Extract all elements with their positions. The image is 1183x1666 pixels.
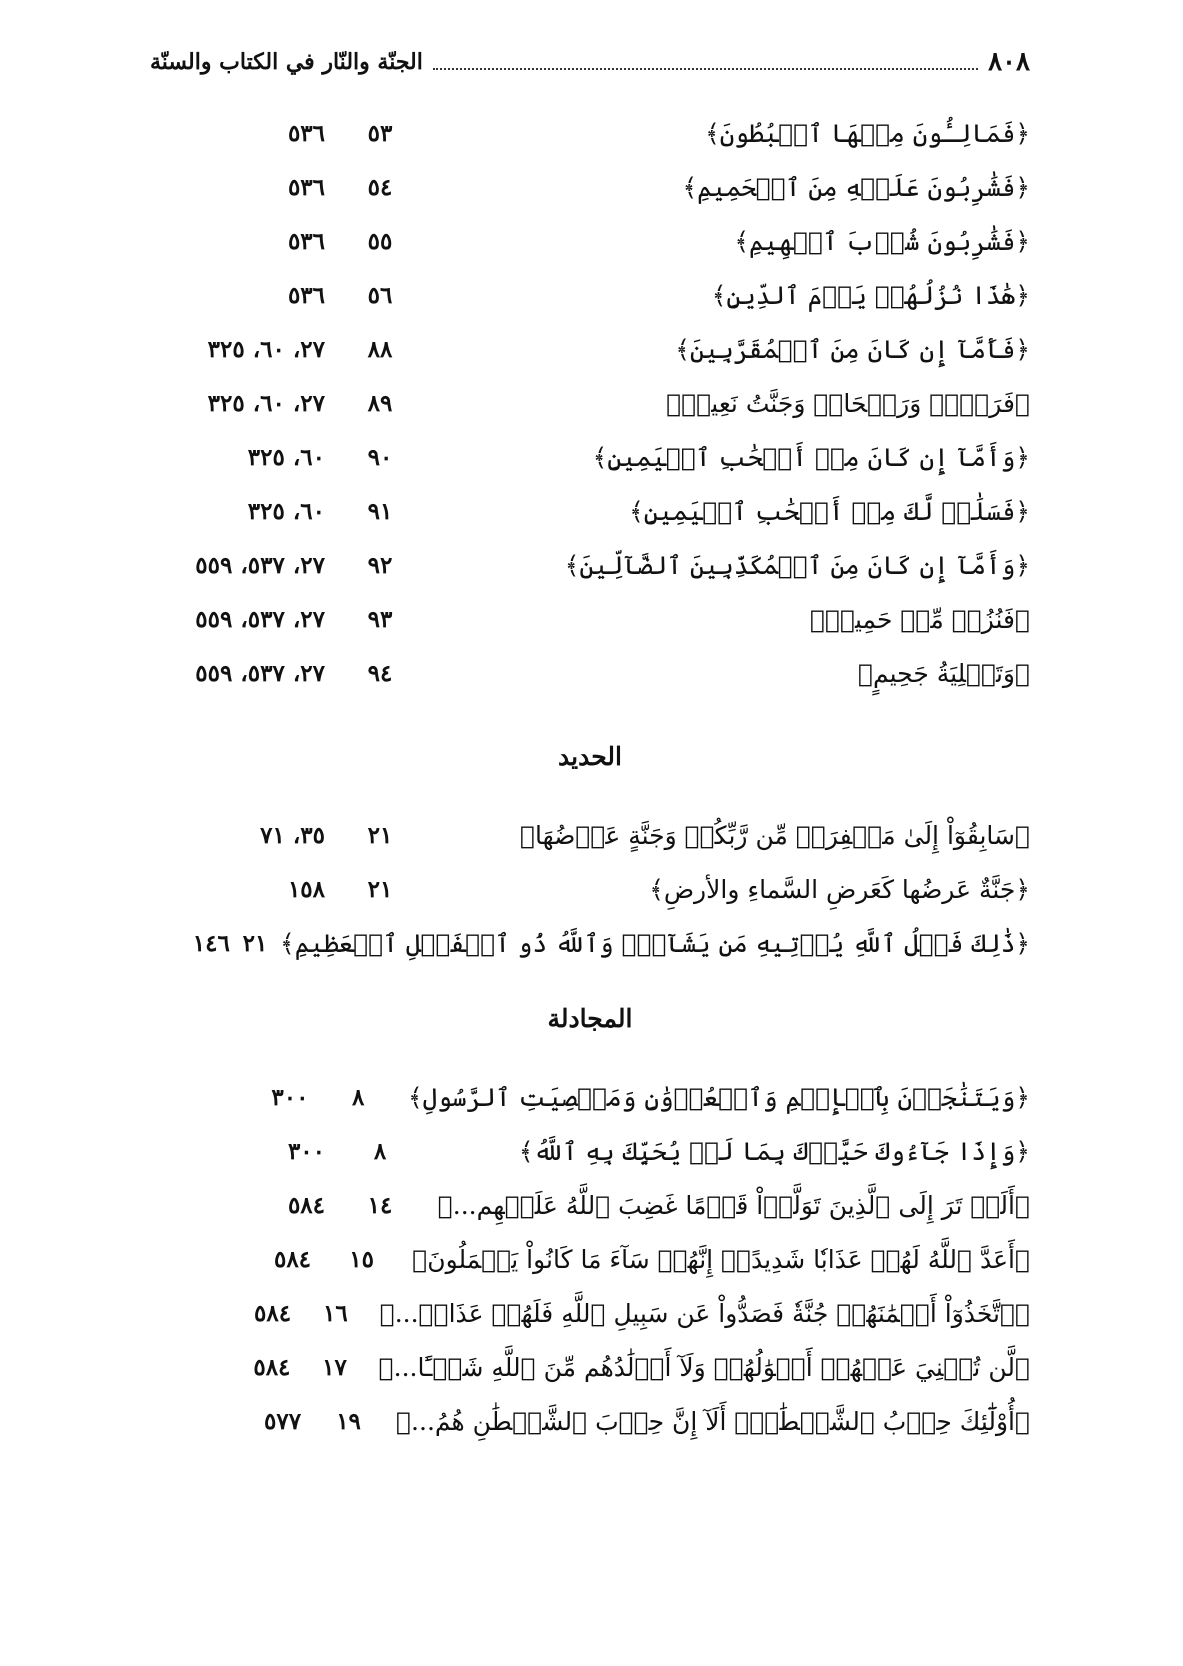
verse-text: ﴿فَسَلَٰمٞ لَّكَ مِنۡ أَصۡحَٰبِ ٱلۡيَمِينِ﴾ — [629, 496, 1030, 526]
page-references: ٥٨٤ — [254, 1299, 292, 1327]
ayah-number: ١٤ — [367, 1191, 393, 1219]
ayah-number: ٩٠ — [367, 443, 393, 471]
surah-heading-al-mujadila: المجادلة — [547, 1004, 633, 1033]
ayah-number: ١٥ — [349, 1245, 374, 1273]
index-row — [150, 1178, 1030, 1232]
verse-text: ﴿أَعَدَّ ٱللَّهُ لَهُمۡ عَذَابٗا شَدِيدًاۖ إِنَّهُمۡ سَآءَ مَا كَانُواْ يَعۡمَلُونَ﴾ — [412, 1244, 1030, 1274]
index-row — [150, 592, 1030, 646]
verse-text: ﴿وَأَمَّآ إِن كَانَ مِنَ ٱلۡمُكَذِّبِينَ ٱلضَّآلِّينَ﴾ — [564, 550, 1030, 580]
index-row — [150, 646, 1030, 700]
index-row — [150, 916, 1030, 970]
ayah-number: ٢١ — [367, 875, 393, 903]
ayah-number: ٨٩ — [367, 389, 393, 417]
page-references: ٥٧٧ — [264, 1407, 302, 1435]
page-references: ٥٣٦ — [287, 119, 325, 147]
verse-text: ﴿فَشَٰرِبُونَ عَلَيۡهِ مِنَ ٱلۡحَمِيمِ﴾ — [682, 172, 1030, 202]
index-row — [150, 862, 1030, 916]
page-references: ٥٨٤ — [273, 1245, 312, 1273]
verse-text: ﴿فَنُزُلٞ مِّنۡ حَمِيمٖ﴾ — [809, 604, 1030, 634]
index-row — [150, 214, 1030, 268]
header-dot-leader — [433, 54, 978, 70]
page-number: ٨٠٨ — [988, 47, 1030, 77]
page-references: ٥٣٦ — [287, 173, 325, 201]
section-continued — [150, 106, 1030, 700]
page-references: ٢٧، ٦٠، ٣٢٥ — [207, 389, 325, 417]
ayah-number: ٩٣ — [367, 605, 393, 633]
page-references: ١٥٨ — [287, 875, 325, 903]
surah-heading-al-hadid: الحديد — [558, 742, 622, 771]
page-references: ٣٥، ٧١ — [260, 821, 325, 849]
ayah-number: ٥٤ — [367, 173, 393, 201]
ayah-number: ٩٢ — [367, 551, 393, 579]
page-references: ٦٠، ٣٢٥ — [247, 443, 325, 471]
page-references: ٢٧، ٥٣٧، ٥٥٩ — [195, 605, 325, 633]
verse-text: ﴿هَٰذَا نُزُلُهُمۡ يَوۡمَ ٱلدِّينِ﴾ — [711, 280, 1030, 310]
page-references: ٥٣٦ — [287, 281, 325, 309]
verse-text: ﴿وَأَمَّآ إِن كَانَ مِنۡ أَصۡحَٰبِ ٱلۡيَمِينِ﴾ — [592, 442, 1030, 472]
ayah-number: ٥٦ — [367, 281, 393, 309]
index-row — [150, 484, 1030, 538]
page-references: ٥٨٤ — [287, 1191, 325, 1219]
verse-text: ﴿فَأَمَّآ إِن كَانَ مِنَ ٱلۡمُقَرَّبِينَ﴾ — [675, 334, 1030, 364]
ayah-number: ٥٣ — [367, 119, 393, 147]
verse-text: ﴿فَشَٰرِبُونَ شُرۡبَ ٱلۡهِيمِ﴾ — [734, 226, 1030, 256]
index-row — [150, 1286, 1030, 1340]
ayah-number: ١٧ — [322, 1353, 347, 1381]
ayah-number: ٨٨ — [367, 335, 393, 363]
ayah-number: ١٦ — [323, 1299, 348, 1327]
verse-text: ﴿أُوْلَٰٓئِكَ حِزۡبُ ٱلشَّيۡطَٰنِۚ أَلَآ إِنَّ حِزۡبَ ٱلشَّيۡطَٰنِ هُمُ...﴾ — [396, 1406, 1030, 1436]
ayah-number: ٨ — [352, 1083, 365, 1111]
verse-text: ﴿سَابِقُوٓاْ إِلَىٰ مَغۡفِرَةٖ مِّن رَّبِّكُمۡ وَجَنَّةٍ عَرۡضُهَا﴾ — [520, 820, 1030, 850]
verse-text: ﴿أَلَمۡ تَرَ إِلَى ٱلَّذِينَ تَوَلَّوۡاْ قَوۡمًا غَضِبَ ٱللَّهُ عَلَيۡهِم...﴾ — [437, 1190, 1030, 1220]
verse-text: ﴿ٱتَّخَذُوٓاْ أَيۡمَٰنَهُمۡ جُنَّةٗ فَصَدُّواْ عَن سَبِيلِ ٱللَّهِ فَلَهُمۡ عَذَابٞ...﴾ — [379, 1298, 1030, 1328]
index-row — [150, 268, 1030, 322]
index-row — [150, 1124, 1030, 1178]
index-row — [150, 1070, 1030, 1124]
page-header — [150, 42, 1030, 82]
index-row — [150, 160, 1030, 214]
index-row — [150, 538, 1030, 592]
index-row — [150, 322, 1030, 376]
verse-text: ﴿وَإِذَا جَآءُوكَ حَيَّوۡكَ بِمَا لَمۡ يُحَيِّكَ بِهِ ٱللَّهُ﴾ — [518, 1136, 1030, 1166]
ayah-number: ١٩ — [336, 1407, 361, 1435]
page-references: ٥٨٤ — [253, 1353, 291, 1381]
ayah-number: ٩١ — [367, 497, 393, 525]
section-al-hadid — [150, 808, 1030, 970]
ayah-number: ٢١ — [367, 821, 393, 849]
index-row — [150, 808, 1030, 862]
page-references: ٣٠٠ — [287, 1137, 325, 1165]
page-references: ١٤٦ — [192, 929, 230, 957]
page-references: ٢٧، ٦٠، ٣٢٥ — [207, 335, 325, 363]
verse-text: ﴿فَمَالِـُٔونَ مِنۡهَا ٱلۡبُطُونَ﴾ — [705, 118, 1030, 148]
verse-text: ﴿ذَٰلِكَ فَضۡلُ ٱللَّهِ يُؤۡتِيهِ مَن يَشَآءُۚ وَٱللَّهُ ذُو ٱلۡفَضۡلِ ٱلۡعَظِيمِ﴾ — [280, 928, 1030, 958]
verse-text: ﴿وَيَتَنَٰجَوۡنَ بِٱلۡإِثۡمِ وَٱلۡعُدۡوَٰنِ وَمَعۡصِيَتِ ٱلرَّسُولِ﴾ — [408, 1082, 1030, 1112]
ayah-number: ٥٥ — [367, 227, 393, 255]
page-references: ٢٧، ٥٣٧، ٥٥٩ — [195, 551, 325, 579]
page-references: ٦٠، ٣٢٥ — [247, 497, 325, 525]
verse-text: ﴿جَنَّةٌ عَرضُها كَعَرضِ السَّماءِ والأرضِ﴾ — [649, 874, 1030, 904]
ayah-number: ٨ — [373, 1137, 387, 1165]
book-title: الجنّة والنّار في الكتاب والسنّة — [150, 49, 423, 75]
section-al-mujadila — [150, 1070, 1030, 1448]
ayah-number: ٢١ — [242, 929, 268, 957]
index-row — [150, 1340, 1030, 1394]
index-row — [150, 430, 1030, 484]
index-row — [150, 106, 1030, 160]
index-row — [150, 1232, 1030, 1286]
verse-text: ﴿فَرَوۡحٞ وَرَيۡحَانٞ وَجَنَّتُ نَعِيمٖ﴾ — [666, 388, 1030, 418]
index-row — [150, 376, 1030, 430]
page-references: ٣٠٠ — [271, 1083, 309, 1111]
verse-text: ﴿وَتَصۡلِيَةُ جَحِيمٍ﴾ — [858, 658, 1030, 688]
page-references: ٢٧، ٥٣٧، ٥٥٩ — [195, 659, 325, 687]
page-references: ٥٣٦ — [287, 227, 325, 255]
ayah-number: ٩٤ — [367, 659, 393, 687]
verse-text: ﴿لَّن تُغۡنِيَ عَنۡهُمۡ أَمۡوَٰلُهُمۡ وَلَآ أَوۡلَٰدُهُم مِّنَ ٱللَّهِ شَيۡـًٔا...﴾ — [378, 1352, 1030, 1382]
index-row — [150, 1394, 1030, 1448]
